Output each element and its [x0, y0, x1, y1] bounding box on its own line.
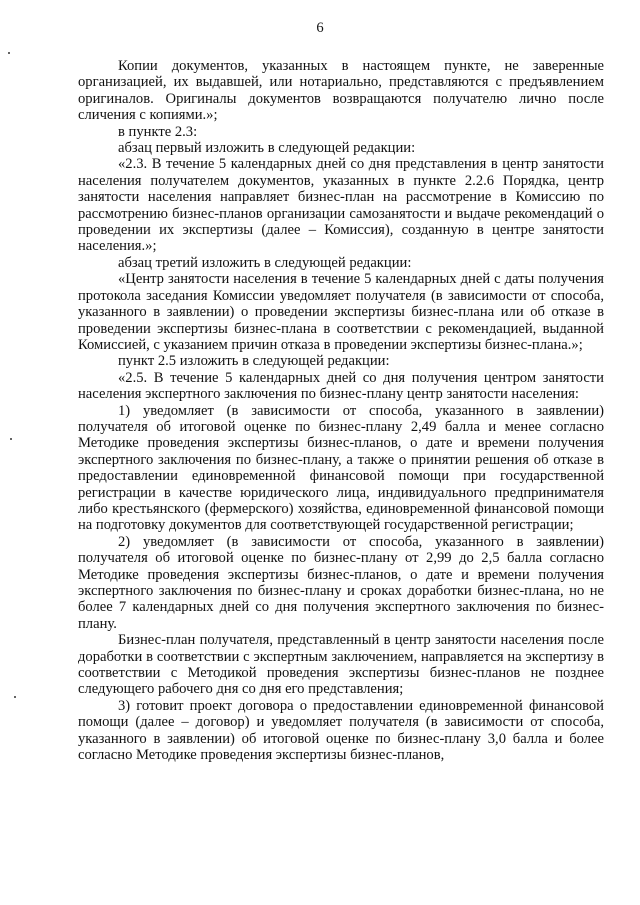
paragraph-2-5-text: «2.5. В течение 5 календарных дней со дня получения центром занятости населения экспертного заключения по бизнес-плану центр занятости населения: — [78, 369, 604, 403]
document-body — [78, 58, 604, 763]
paragraph-first-abzac: абзац первый изложить в следующей редакции: — [118, 140, 416, 157]
paragraph-third-abzac: абзац третий изложить в следующей редакции: — [118, 254, 412, 271]
paragraph-item-1: 1) уведомляет (в зависимости от способа, указанного в заявлении) получателя об итоговой оценке по бизнес-плану 2,49 балла и менее согласно Методике проведения экспертизы бизнес-планов, о дате и времени получения экспертного заключения по бизнес-плану, а также о принятии решения об отказе в предоставлении единовременной финансовой помощи при государственной регистрации в качестве юридического лица, индивидуального предпринимателя либо крестьянского (фермерского) хозяйства, единовременной финансовой помощи на подготовку документов для соответствующей государственной регистрации; — [78, 402, 604, 534]
paragraph-point-2-5: пункт 2.5 изложить в следующей редакции: — [118, 353, 390, 370]
scan-speck — [14, 696, 16, 698]
paragraph-item-3: 3) готовит проект договора о предоставлении единовременной финансовой помощи (далее – договор) и уведомляет получателя (в зависимости от способа, указанного в заявлении) об итоговой оценке по бизнес-плану 3,0 балла и более согласно Методике проведения экспертизы бизнес-планов, — [78, 697, 604, 764]
paragraph-center-text: «Центр занятости населения в течение 5 календарных дней с даты получения протокола заседания Комиссии уведомляет получателя (в зависимости от способа, указанного в заявлении) о проведении экспертизы бизнес-плана или об отказе в проведении экспертизы бизнес-плана в соответствии с рекомендацией, выданной Комиссией, с указанием причин отказа в проведении экспертизы бизнес-плана.»; — [78, 271, 604, 353]
scan-speck — [8, 52, 10, 54]
page-number: 6 — [316, 20, 324, 36]
scan-speck — [10, 438, 12, 440]
paragraph-item-2: 2) уведомляет (в зависимости от способа, указанного в заявлении) получателя об итоговой оценке по бизнес-плану от 2,99 до 2,5 балла согласно Методике проведения экспертизы бизнес-планов, о дате и времени получения экспертного заключения по бизнес-плану и сроках доработки бизнес-плана, но не более 7 календарных дней со дня получения экспертного заключения по бизнес-плану. — [78, 533, 604, 632]
paragraph-point-2-3: в пункте 2.3: — [118, 123, 198, 140]
paragraph-2-3-text: «2.3. В течение 5 календарных дней со дня представления в центр занятости населения получателем документов, указанных в пункте 2.2.6 Порядка, центр занятости населения направляет бизнес-план на рассмотрение в Комиссию по рассмотрению бизнес-планов организации самозанятости и выдаче рекомендаций о проведении их экспертизы (далее – Комиссия), созданную в центре занятости населения.»; — [78, 156, 604, 255]
paragraph-business-plan: Бизнес-план получателя, представленный в центр занятости населения после доработки в соответствии с экспертным заключением, направляется на экспертизу в соответствии с Методикой проведения экспертизы бизнес-планов не позднее следующего рабочего дня со дня его представления; — [78, 632, 604, 698]
paragraph-copies: Копии документов, указанных в настоящем пункте, не заверенные организацией, их выдавшей, или нотариально, представляются с предъявлением оригиналов. Оригиналы документов возвращаются получателю лично после сличения с копиями.»; — [78, 58, 604, 124]
